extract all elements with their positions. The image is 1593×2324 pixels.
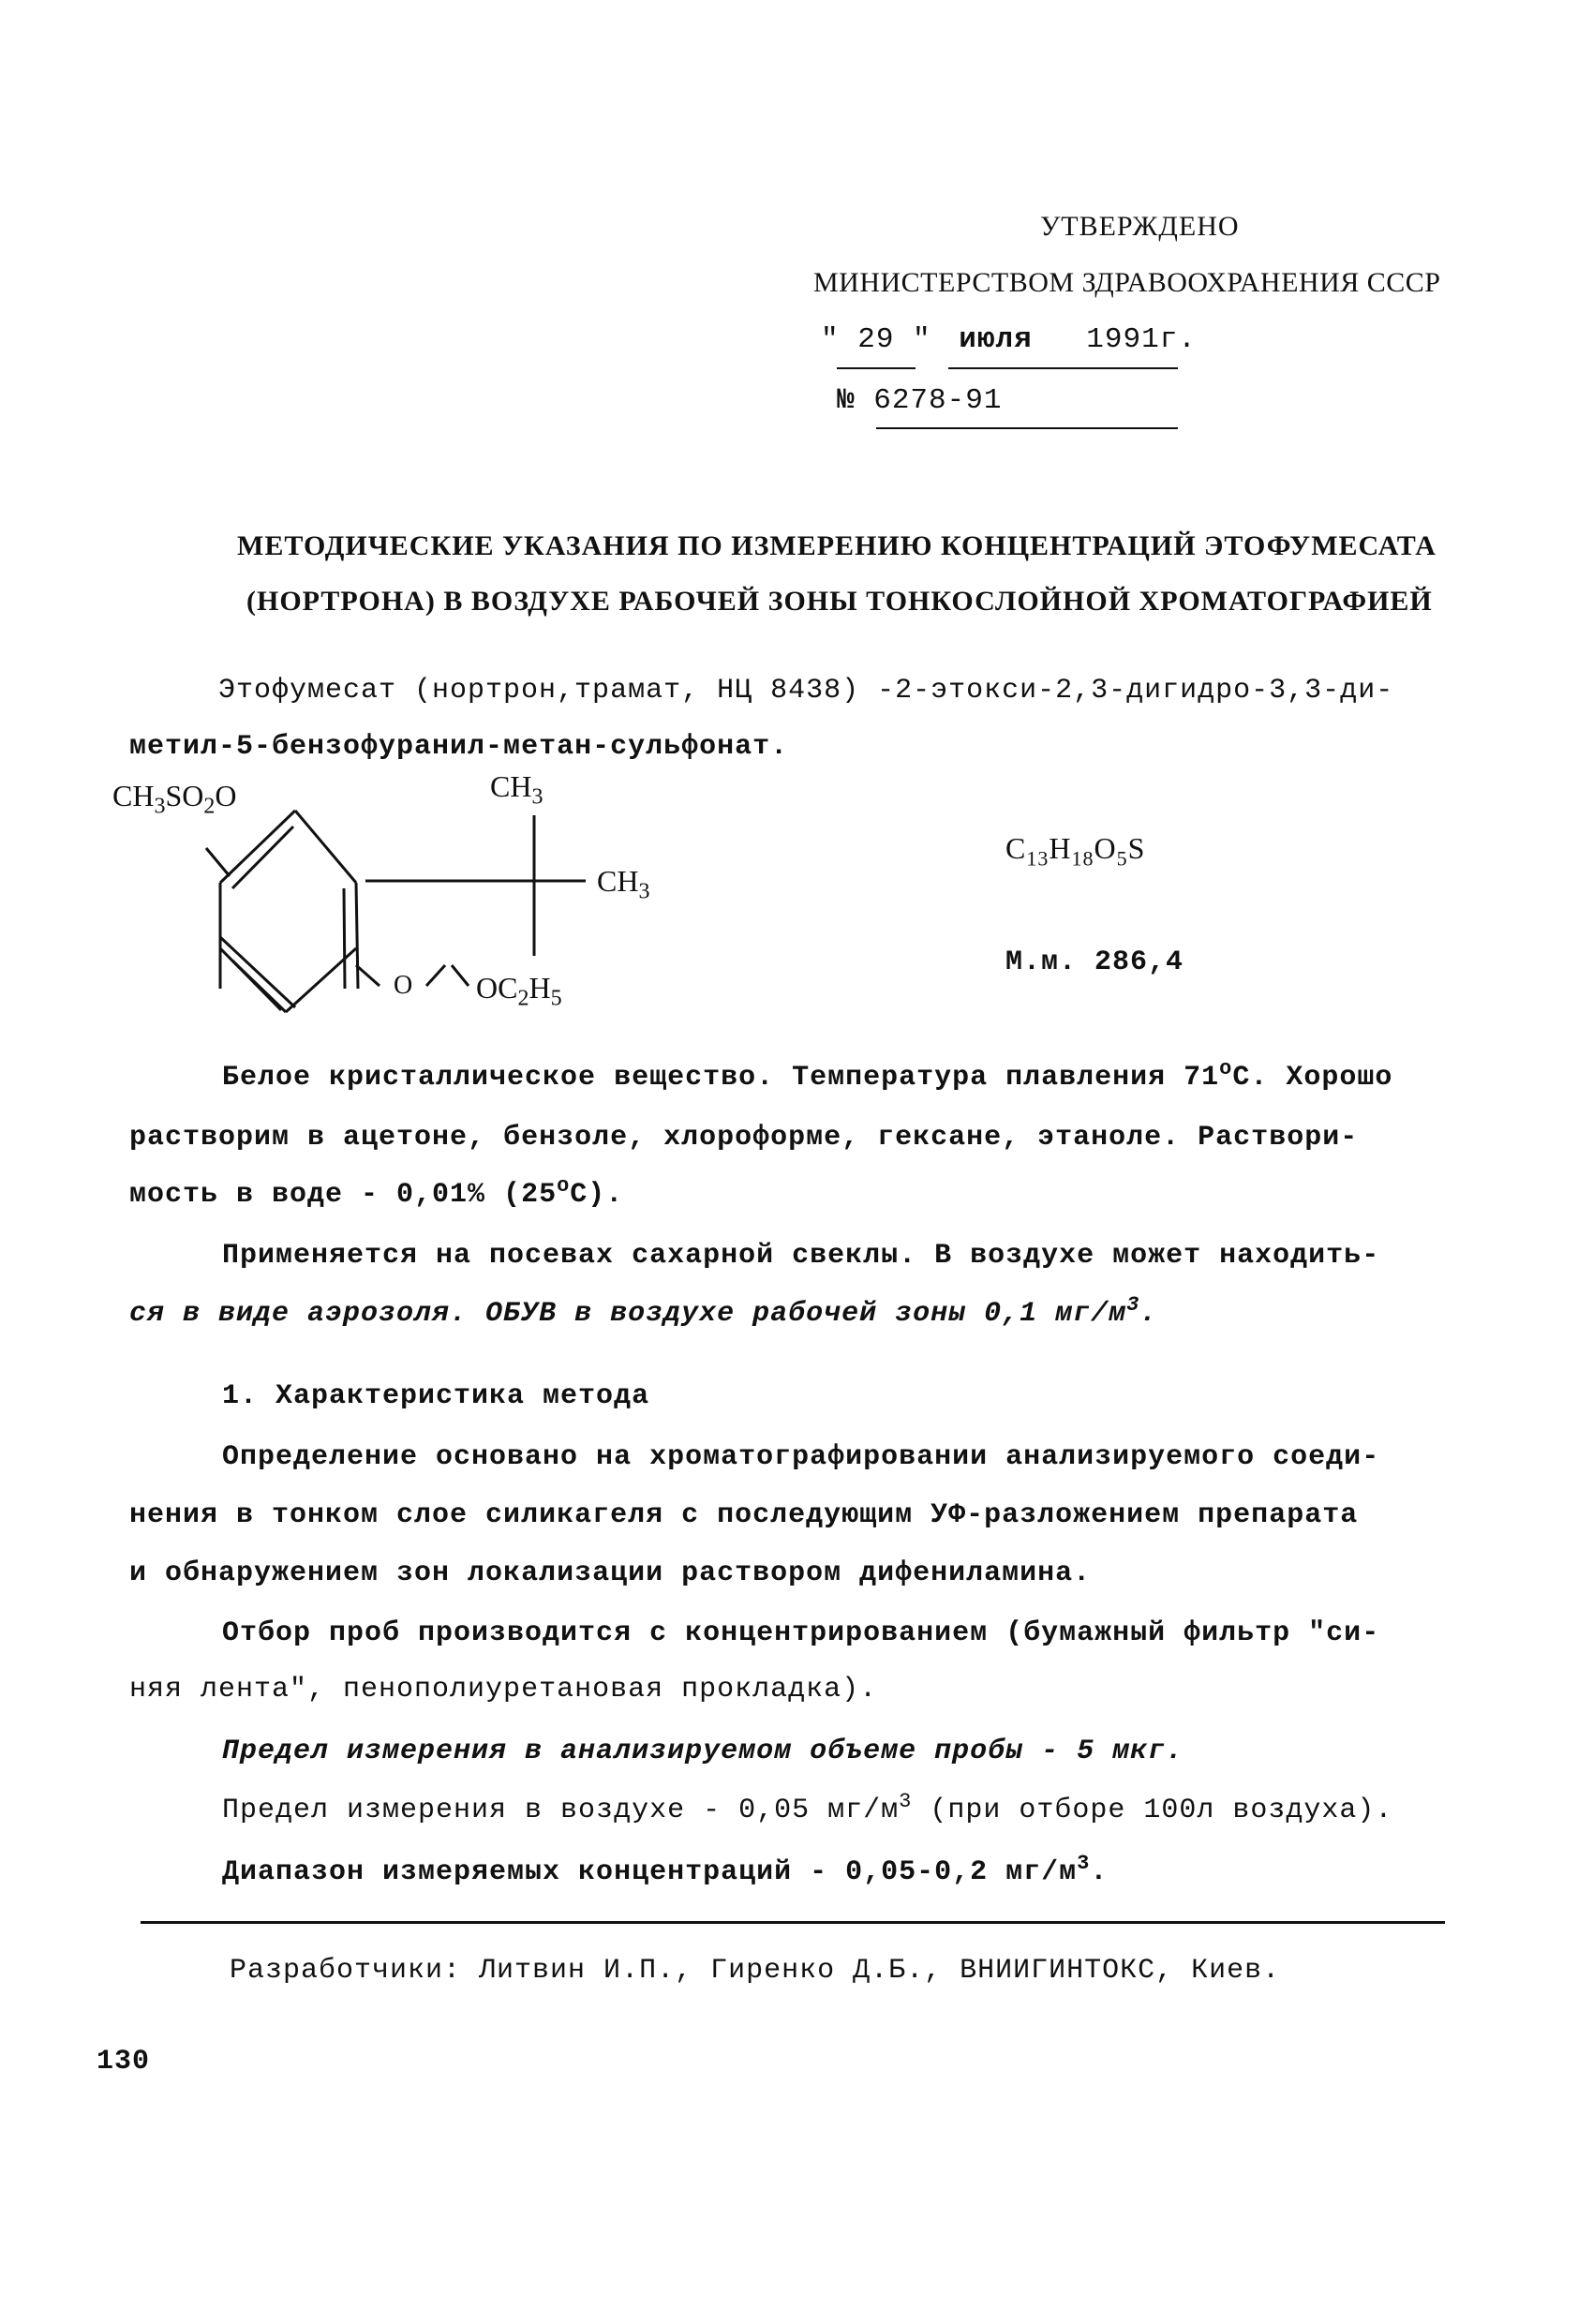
molecular-weight (1005, 944, 1184, 981)
document-title-line-2: (НОРТРОНА) В ВОЗДУХЕ РАБОЧЕЙ ЗОНЫ ТОНКОСЛОЙНОЙ ХРОМАТОГРАФИЕЙ (246, 586, 1433, 617)
molecular-weight-label: М.м. (1005, 946, 1078, 978)
number-value: 6278-91 (873, 384, 1003, 417)
day-underline (837, 367, 916, 369)
usage-line-1: Применяется на посевах сахарной свеклы. В воздухе может находить- (222, 1240, 1380, 1272)
intro-line-1: Этофумесат (нортрон,трамат, НЦ 8438) -2-этокси-2,3-дигидро-3,3-ди- (218, 675, 1394, 707)
methyl-right-label: $CH_3$ (597, 864, 650, 904)
method-p2-line-1: Отбор проб производится с концентрированием (бумажный фильтр "си- (222, 1617, 1380, 1649)
page-number: 130 (97, 2046, 151, 2078)
date-month: июля (959, 323, 1033, 356)
limit-in-sample: Предел измерения в анализируемом объеме пробы - 5 мкг. (222, 1736, 1184, 1767)
approval-date (821, 321, 1197, 359)
ethoxy-group-label: $OC_2H_5$ (476, 971, 562, 1011)
date-open-quote: " (821, 323, 840, 356)
approval-number (837, 382, 1002, 420)
properties-line-2: растворим в ацетоне, бензоле, хлороформе, гексане, этаноле. Раствори- (129, 1122, 1359, 1154)
month-year-underline (948, 367, 1178, 369)
properties-line-1: Белое кристаллическое вещество. Температура плавления 71$^o$С. Хорошо (222, 1057, 1393, 1094)
method-p1-line-3: и обнаружением зон локализации раствором дифениламина. (129, 1557, 1092, 1589)
date-close-quote: " (913, 323, 931, 356)
usage-line-2: ся в виде аэрозоля. ОБУВ в воздухе рабочей зоны 0,1 $мг/м^3$. (129, 1293, 1158, 1330)
number-underline (876, 427, 1178, 429)
section-1-heading: 1. Характеристика метода (222, 1380, 650, 1412)
footer-divider (141, 1921, 1445, 1924)
limit-in-air: Предел измерения в воздухе - 0,05 $мг/м^3$ (при отборе 100л воздуха). (222, 1790, 1393, 1826)
date-day: 29 (857, 323, 895, 356)
structural-formula (112, 769, 703, 1040)
approval-heading: УТВЕРЖДЕНО (1040, 211, 1240, 242)
molecular-formula: $C_{13}H_{18}O_5S$ (1005, 831, 1146, 871)
method-p1-line-1: Определение основано на хроматографировании анализируемого соеди- (222, 1441, 1380, 1473)
ring-oxygen-label: O (394, 971, 413, 1000)
measurement-range: Диапазон измеряемых концентраций - 0,05-0,2 $мг/м^3$. (222, 1852, 1109, 1888)
properties-line-3: мость в воде - 0,01% (25$^o$С). (129, 1174, 624, 1211)
number-sign: № (837, 384, 856, 417)
sulfonate-group-label: $CH_3SO_2O$ (112, 779, 237, 819)
method-p2-line-2: няя лента", пенополиуретановая прокладка). (129, 1674, 878, 1706)
approval-ministry: МИНИСТЕРСТВОМ ЗДРАВООХРАНЕНИЯ СССР (813, 267, 1441, 298)
molecular-weight-value: 286,4 (1094, 946, 1184, 978)
document-title-line-1: МЕТОДИЧЕСКИЕ УКАЗАНИЯ ПО ИЗМЕРЕНИЮ КОНЦЕНТРАЦИЙ ЭТОФУМЕСАТА (237, 530, 1437, 561)
intro-line-2: метил-5-бензофуранил-метан-сульфонат. (129, 731, 789, 763)
date-year: 1991г. (1086, 323, 1197, 356)
methyl-top-label: $CH_3$ (490, 769, 543, 810)
method-p1-line-2: нения в тонком слое силикагеля с последующим УФ-разложением препарата (129, 1499, 1359, 1531)
developers-credit: Разработчики: Литвин И.П., Гиренко Д.Б., ВНИИГИНТОКС, Киев. (230, 1955, 1281, 1987)
